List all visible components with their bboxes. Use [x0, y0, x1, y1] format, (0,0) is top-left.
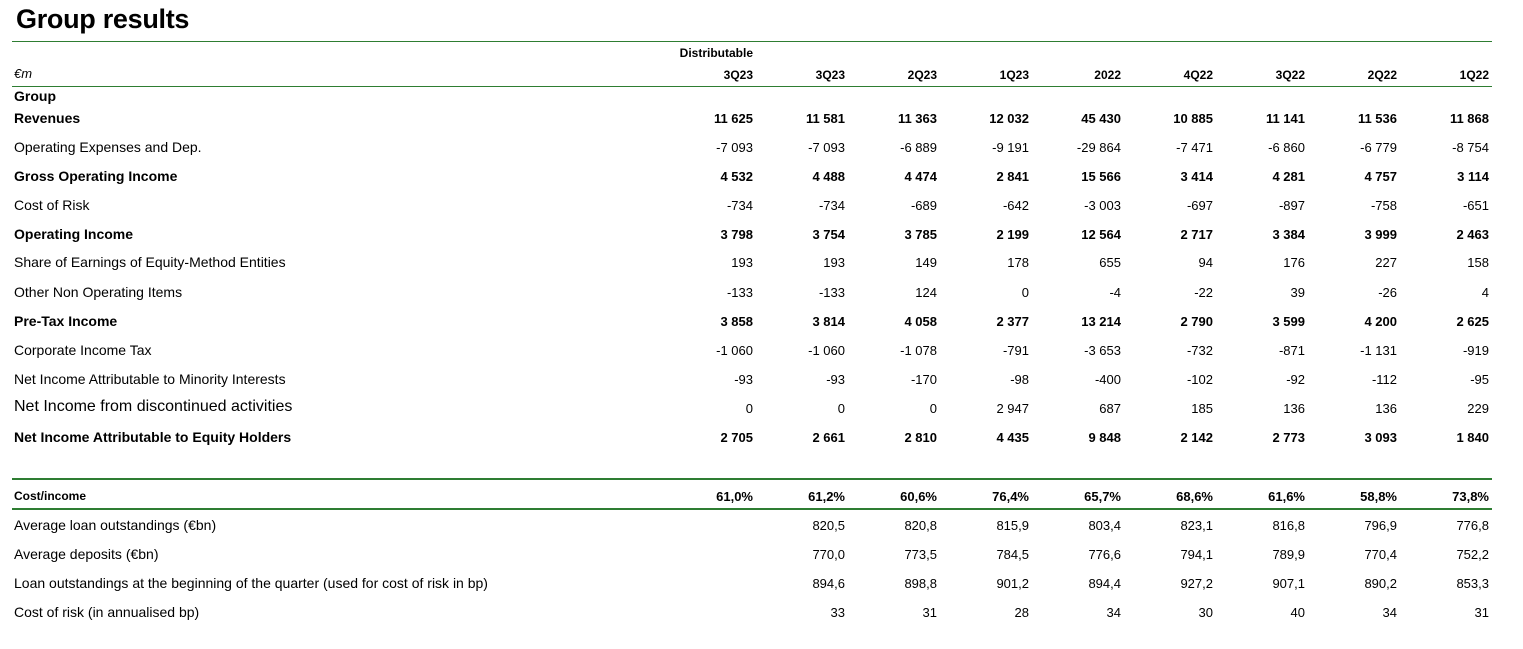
table-cell: 0 — [745, 401, 753, 416]
table-cell: -791 — [1002, 343, 1029, 358]
table-cell: 229 — [1467, 401, 1489, 416]
table-cell: -3 653 — [1084, 343, 1121, 358]
table-cell: -734 — [726, 198, 753, 213]
table-cell: 3 814 — [812, 314, 845, 329]
column-header: 2022 — [1094, 68, 1121, 82]
table-cell: 65,7% — [1084, 489, 1121, 504]
table-cell: 901,2 — [996, 576, 1029, 591]
table-cell: 76,4% — [992, 489, 1029, 504]
row-label: Loan outstandings at the beginning of the quarter (used for cost of risk in bp) — [14, 575, 488, 591]
table-cell: -29 864 — [1076, 140, 1121, 155]
table-cell: -732 — [1186, 343, 1213, 358]
table-cell: -7 093 — [808, 140, 845, 155]
table-cell: 796,9 — [1364, 518, 1397, 533]
table-cell: 0 — [929, 401, 937, 416]
row-label: Operating Income — [14, 226, 134, 242]
table-cell: 927,2 — [1180, 576, 1213, 591]
table-cell: -758 — [1370, 198, 1397, 213]
table-cell: 770,4 — [1364, 547, 1397, 562]
table-cell: 94 — [1198, 255, 1213, 270]
table-cell: -871 — [1278, 343, 1305, 358]
table-cell: 10 885 — [1173, 111, 1213, 126]
table-cell: 898,8 — [904, 576, 937, 591]
table-cell: 2 717 — [1180, 227, 1213, 242]
table-cell: 2 790 — [1180, 314, 1213, 329]
table-cell: -697 — [1186, 198, 1213, 213]
table-cell: 30 — [1198, 605, 1213, 620]
table-cell: 770,0 — [812, 547, 845, 562]
table-cell: 823,1 — [1180, 518, 1213, 533]
table-cell: 3 093 — [1364, 430, 1397, 445]
table-cell: 4 474 — [904, 169, 937, 184]
table-cell: -26 — [1378, 285, 1397, 300]
table-cell: -734 — [818, 198, 845, 213]
row-label: Pre-Tax Income — [14, 313, 118, 329]
table-cell: 2 810 — [904, 430, 937, 445]
table-cell: 176 — [1283, 255, 1305, 270]
table-cell: -897 — [1278, 198, 1305, 213]
table-cell: 3 414 — [1180, 169, 1213, 184]
table-cell: 2 841 — [996, 169, 1029, 184]
table-cell: 687 — [1099, 401, 1121, 416]
table-cell: 227 — [1375, 255, 1397, 270]
row-label: Net Income Attributable to Minority Interests — [14, 371, 286, 387]
table-cell: -651 — [1462, 198, 1489, 213]
table-cell: 752,2 — [1456, 547, 1489, 562]
table-cell: -3 003 — [1084, 198, 1121, 213]
table-row — [0, 604, 1523, 624]
row-label: Average loan outstandings (€bn) — [14, 517, 217, 533]
table-cell: 11 363 — [897, 111, 937, 126]
table-cell: 2 773 — [1272, 430, 1305, 445]
table-cell: 61,0% — [716, 489, 753, 504]
table-cell: 803,4 — [1088, 518, 1121, 533]
table-cell: 2 142 — [1180, 430, 1213, 445]
table-cell: -642 — [1002, 198, 1029, 213]
table-cell: -170 — [910, 372, 937, 387]
table-cell: 11 868 — [1449, 111, 1489, 126]
table-cell: 784,5 — [996, 547, 1029, 562]
table-cell: 773,5 — [904, 547, 937, 562]
table-cell: 3 999 — [1364, 227, 1397, 242]
title-divider — [12, 41, 1492, 42]
table-row — [0, 254, 1523, 274]
table-cell: 2 947 — [996, 401, 1029, 416]
row-label: Cost of risk (in annualised bp) — [14, 604, 200, 620]
row-label: Revenues — [14, 110, 81, 126]
table-cell: 3 754 — [812, 227, 845, 242]
table-cell: -22 — [1194, 285, 1213, 300]
table-row — [0, 139, 1523, 159]
row-label: Average deposits (€bn) — [14, 546, 159, 562]
row-label: Net Income Attributable to Equity Holders — [14, 429, 292, 445]
table-cell: 820,5 — [812, 518, 845, 533]
table-row — [0, 110, 1523, 130]
table-cell: 776,6 — [1088, 547, 1121, 562]
row-label: Net Income from discontinued activities — [14, 398, 293, 415]
table-cell: 4 200 — [1364, 314, 1397, 329]
table-cell: 11 581 — [805, 111, 845, 126]
table-cell: -1 078 — [900, 343, 937, 358]
section-divider — [12, 478, 1492, 480]
table-cell: 4 281 — [1272, 169, 1305, 184]
table-cell: 136 — [1375, 401, 1397, 416]
table-cell: 33 — [830, 605, 845, 620]
table-cell: 776,8 — [1456, 518, 1489, 533]
table-cell: 3 785 — [904, 227, 937, 242]
table-cell: 34 — [1106, 605, 1121, 620]
table-cell: -1 131 — [1360, 343, 1397, 358]
distributable-header: Distributable — [679, 46, 753, 60]
table-row — [0, 575, 1523, 595]
column-header: 4Q22 — [1183, 68, 1213, 82]
table-cell: 124 — [915, 285, 937, 300]
table-cell: 815,9 — [996, 518, 1029, 533]
table-cell: 4 488 — [812, 169, 845, 184]
table-cell: -6 860 — [1268, 140, 1305, 155]
table-row — [0, 226, 1523, 246]
table-cell: 60,6% — [900, 489, 937, 504]
row-label: Corporate Income Tax — [14, 342, 152, 358]
table-cell: 789,9 — [1272, 547, 1305, 562]
table-cell: -6 889 — [900, 140, 937, 155]
table-cell: 61,2% — [808, 489, 845, 504]
section-label: Group — [14, 88, 56, 104]
table-row — [0, 168, 1523, 188]
column-header: 3Q22 — [1275, 68, 1305, 82]
table-cell: 31 — [922, 605, 937, 620]
table-cell: 158 — [1467, 255, 1489, 270]
table-cell: 2 377 — [996, 314, 1029, 329]
row-label: Operating Expenses and Dep. — [14, 139, 202, 155]
table-cell: 11 625 — [713, 111, 753, 126]
table-cell: 794,1 — [1180, 547, 1213, 562]
table-cell: 13 214 — [1081, 314, 1121, 329]
table-cell: -1 060 — [716, 343, 753, 358]
row-label: Gross Operating Income — [14, 168, 178, 184]
table-row — [0, 517, 1523, 537]
table-cell: 2 199 — [996, 227, 1029, 242]
table-cell: 2 625 — [1456, 314, 1489, 329]
table-cell: 4 532 — [720, 169, 753, 184]
table-cell: 12 564 — [1081, 227, 1121, 242]
table-cell: -7 093 — [716, 140, 753, 155]
table-cell: 4 757 — [1364, 169, 1397, 184]
table-cell: 73,8% — [1452, 489, 1489, 504]
table-cell: 9 848 — [1088, 430, 1121, 445]
table-cell: 3 798 — [720, 227, 753, 242]
table-row — [0, 342, 1523, 362]
table-row — [0, 197, 1523, 217]
table-cell: 28 — [1014, 605, 1029, 620]
column-header: 2Q22 — [1367, 68, 1397, 82]
table-cell: 0 — [1021, 285, 1029, 300]
column-header: 1Q22 — [1459, 68, 1489, 82]
table-cell: -133 — [726, 285, 753, 300]
table-cell: 193 — [731, 255, 753, 270]
unit-label: €m — [14, 66, 33, 81]
table-cell: 894,4 — [1088, 576, 1121, 591]
table-cell: -9 191 — [992, 140, 1029, 155]
table-cell: 655 — [1099, 255, 1121, 270]
table-cell: -1 060 — [808, 343, 845, 358]
table-row — [0, 284, 1523, 304]
table-cell: 820,8 — [904, 518, 937, 533]
table-cell: 193 — [823, 255, 845, 270]
table-cell: 853,3 — [1456, 576, 1489, 591]
table-cell: -102 — [1186, 372, 1213, 387]
table-cell: -400 — [1094, 372, 1121, 387]
table-cell: 2 705 — [720, 430, 753, 445]
table-cell: -6 779 — [1360, 140, 1397, 155]
table-cell: 3 384 — [1272, 227, 1305, 242]
row-label: Other Non Operating Items — [14, 284, 183, 300]
table-cell: 3 114 — [1457, 169, 1489, 184]
table-cell: 61,6% — [1268, 489, 1305, 504]
table-cell: 3 858 — [720, 314, 753, 329]
table-cell: 816,8 — [1272, 518, 1305, 533]
table-cell: 907,1 — [1272, 576, 1305, 591]
row-label: Cost of Risk — [14, 197, 90, 213]
table-cell: 12 032 — [989, 111, 1029, 126]
table-cell: -92 — [1286, 372, 1305, 387]
table-cell: 178 — [1007, 255, 1029, 270]
table-cell: 2 661 — [812, 430, 845, 445]
table-cell: -133 — [818, 285, 845, 300]
table-cell: 185 — [1191, 401, 1213, 416]
table-cell: 4 — [1481, 285, 1489, 300]
table-row — [0, 546, 1523, 566]
section-divider — [12, 508, 1492, 510]
table-cell: -7 471 — [1176, 140, 1213, 155]
table-cell: 58,8% — [1360, 489, 1397, 504]
row-label: Cost/income — [14, 489, 87, 503]
table-cell: 0 — [837, 401, 845, 416]
header-divider — [12, 86, 1492, 87]
table-cell: -112 — [1371, 372, 1397, 387]
table-row — [0, 429, 1523, 449]
table-cell: 2 463 — [1456, 227, 1489, 242]
table-cell: 136 — [1283, 401, 1305, 416]
table-cell: 40 — [1290, 605, 1305, 620]
table-cell: 4 058 — [904, 314, 937, 329]
table-cell: 4 435 — [996, 430, 1029, 445]
table-cell: -4 — [1109, 285, 1121, 300]
table-cell: -93 — [826, 372, 845, 387]
table-cell: -95 — [1470, 372, 1489, 387]
table-cell: 15 566 — [1081, 169, 1121, 184]
column-header: 3Q23 — [815, 68, 845, 82]
table-row — [0, 488, 1523, 508]
table-cell: 34 — [1382, 605, 1397, 620]
table-cell: 45 430 — [1081, 111, 1121, 126]
table-cell: 890,2 — [1364, 576, 1397, 591]
table-cell: -8 754 — [1452, 140, 1489, 155]
page-title: Group results — [16, 4, 190, 34]
table-cell: -919 — [1462, 343, 1489, 358]
table-row — [0, 371, 1523, 391]
table-cell: 31 — [1474, 605, 1489, 620]
table-cell: 39 — [1290, 285, 1305, 300]
table-row — [0, 313, 1523, 333]
table-cell: -98 — [1010, 372, 1029, 387]
row-label: Share of Earnings of Equity-Method Entities — [14, 254, 286, 270]
column-header: 3Q23 — [723, 68, 753, 82]
table-row — [0, 400, 1523, 420]
table-cell: 894,6 — [812, 576, 845, 591]
column-header: 1Q23 — [999, 68, 1029, 82]
table-cell: 68,6% — [1176, 489, 1213, 504]
table-cell: 1 840 — [1456, 430, 1489, 445]
table-cell: 11 536 — [1357, 111, 1397, 126]
table-cell: -689 — [910, 198, 937, 213]
table-cell: 149 — [915, 255, 937, 270]
table-cell: 3 599 — [1272, 314, 1305, 329]
column-header: 2Q23 — [907, 68, 937, 82]
table-cell: 11 141 — [1265, 111, 1305, 126]
table-cell: -93 — [734, 372, 753, 387]
